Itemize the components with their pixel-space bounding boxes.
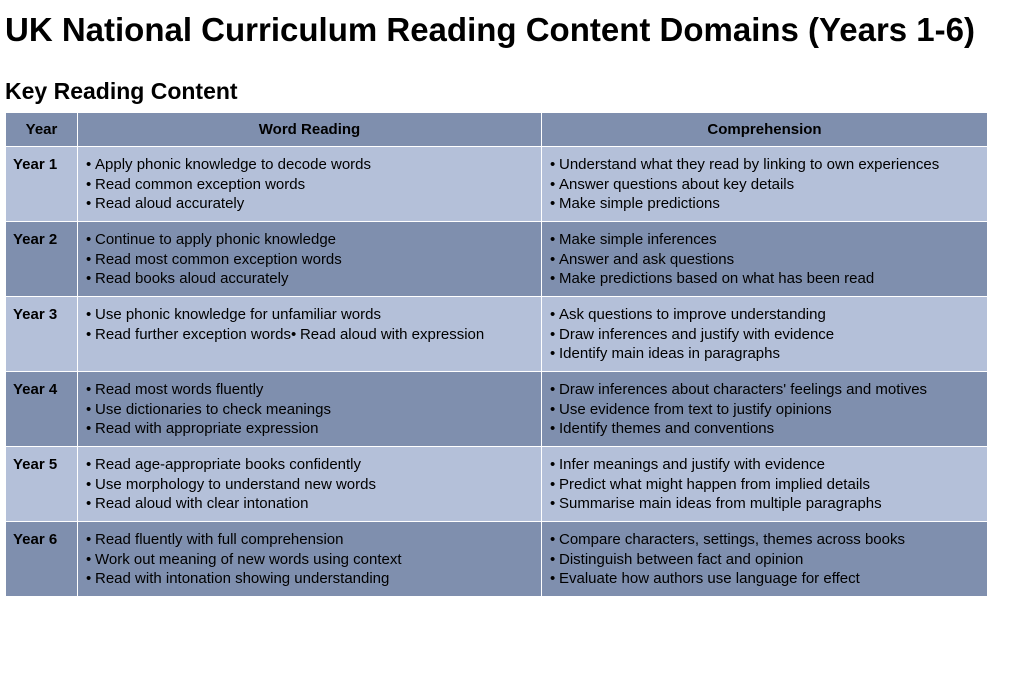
list-item: • Use morphology to understand new words xyxy=(86,475,376,493)
year-cell: Year 5 xyxy=(6,447,78,522)
comprehension-cell xyxy=(542,522,988,597)
list-item: • Read age-appropriate books confidently xyxy=(86,456,362,473)
table-row xyxy=(6,222,988,297)
list-item: • Understand what they read by linking to own experiences xyxy=(550,156,940,173)
page-title: UK National Curriculum Reading Content Domains (Years 1-6) xyxy=(5,11,975,48)
list-item: • Draw inferences about characters' feelings and motives xyxy=(550,381,928,398)
list-item: • Answer questions about key details xyxy=(550,175,795,193)
word-reading-cell xyxy=(78,147,542,222)
list-item: • Make predictions based on what has been read xyxy=(550,270,875,287)
list-item: • Read most words fluently xyxy=(86,381,264,398)
list-item: • Identify themes and conventions xyxy=(550,420,775,437)
list-item: • Draw inferences and justify with evidence xyxy=(550,325,835,343)
list-item: • Read books aloud accurately xyxy=(86,270,289,287)
list-item: • Make simple inferences xyxy=(550,231,717,248)
table-row xyxy=(6,297,988,372)
list-item: • Use evidence from text to justify opinions xyxy=(550,400,832,418)
header-year: Year xyxy=(6,113,78,147)
list-item: • Read fluently with full comprehension xyxy=(86,531,344,548)
year-cell: Year 4 xyxy=(6,372,78,447)
list-item: • Work out meaning of new words using context xyxy=(86,550,402,568)
header-word-reading: Word Reading xyxy=(78,113,542,147)
list-item: • Predict what might happen from implied details xyxy=(550,475,870,493)
list-item: • Read with intonation showing understanding xyxy=(86,570,390,587)
table-header-row xyxy=(6,113,988,147)
comprehension-cell xyxy=(542,297,988,372)
comprehension-cell xyxy=(542,222,988,297)
list-item: • Read aloud with clear intonation xyxy=(86,495,309,512)
comprehension-cell xyxy=(542,372,988,447)
list-item: • Apply phonic knowledge to decode words xyxy=(86,156,372,173)
table-row xyxy=(6,372,988,447)
list-item: • Read aloud accurately xyxy=(86,195,245,212)
list-item: • Evaluate how authors use language for effect xyxy=(550,570,860,587)
section-title: Key Reading Content xyxy=(5,78,238,104)
year-cell: Year 6 xyxy=(6,522,78,597)
list-item: • Read common exception words xyxy=(86,175,306,193)
year-cell: Year 2 xyxy=(6,222,78,297)
word-reading-cell xyxy=(78,222,542,297)
header-comprehension: Comprehension xyxy=(542,113,988,147)
list-item: • Read aloud with expression xyxy=(290,325,485,343)
word-reading-cell xyxy=(78,522,542,597)
list-item: • Read with appropriate expression xyxy=(86,420,319,437)
word-reading-cell xyxy=(78,297,542,372)
list-item: • Use dictionaries to check meanings xyxy=(86,400,331,418)
word-reading-cell xyxy=(78,372,542,447)
word-reading-cell xyxy=(78,447,542,522)
list-item: • Use phonic knowledge for unfamiliar words xyxy=(86,306,381,323)
list-item: • Distinguish between fact and opinion xyxy=(550,550,804,568)
list-item: • Summarise main ideas from multiple paragraphs xyxy=(550,495,882,512)
year-cell: Year 1 xyxy=(6,147,78,222)
list-item: • Ask questions to improve understanding xyxy=(550,306,826,323)
list-item: • Read further exception words• Read aloud with expression xyxy=(86,325,485,343)
year-cell: Year 3 xyxy=(6,297,78,372)
list-item: • Answer and ask questions xyxy=(550,250,735,268)
list-item: • Compare characters, settings, themes across books xyxy=(550,531,905,548)
comprehension-cell xyxy=(542,447,988,522)
table-row xyxy=(6,522,988,597)
table-row xyxy=(6,447,988,522)
list-item: • Identify main ideas in paragraphs xyxy=(550,345,780,362)
comprehension-cell xyxy=(542,147,988,222)
table-row xyxy=(6,147,988,222)
list-item: • Infer meanings and justify with evidence xyxy=(550,456,825,473)
list-item: • Read most common exception words xyxy=(86,250,342,268)
list-item: • Continue to apply phonic knowledge xyxy=(86,231,337,248)
reading-content-table xyxy=(5,112,988,597)
list-item: • Make simple predictions xyxy=(550,195,720,212)
